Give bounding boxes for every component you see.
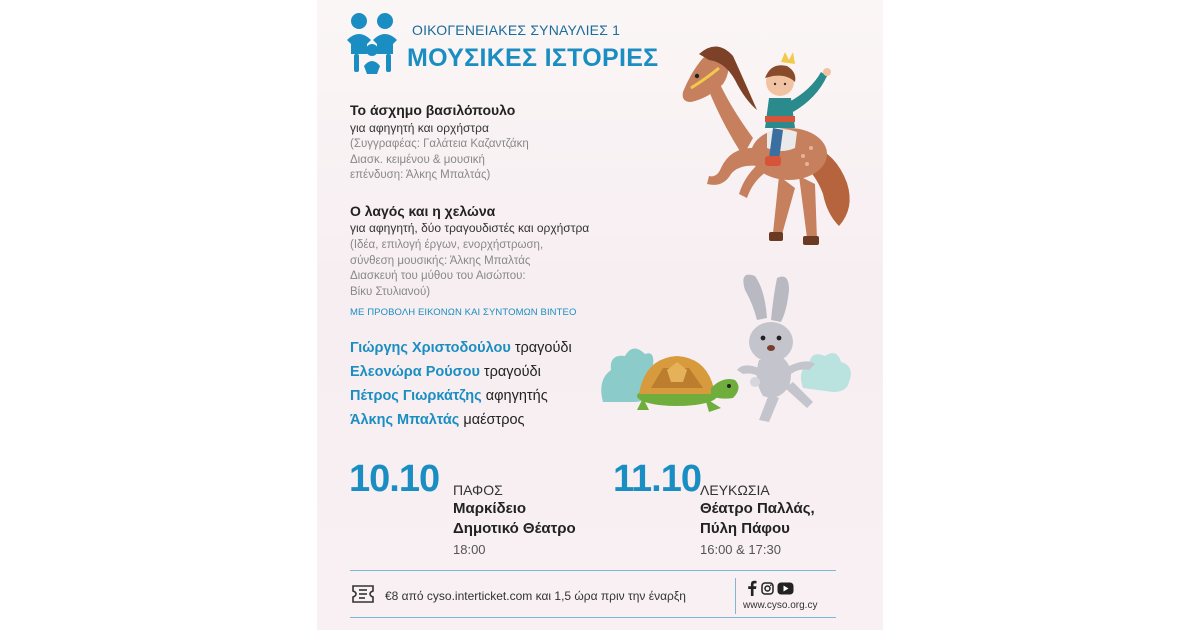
performer-role: τραγούδι xyxy=(514,340,572,356)
poster-title: ΜΟΥΣΙΚΕΣ ΙΣΤΟΡΙΕΣ xyxy=(407,44,659,72)
ticket-icon xyxy=(349,582,377,606)
credit-line: (Ιδέα, επιλογή έργων, ενορχήστρωση, xyxy=(350,239,544,251)
performer-role: τραγούδι xyxy=(483,364,541,380)
performer-row xyxy=(350,364,541,380)
performer-row xyxy=(350,412,525,428)
divider xyxy=(350,617,836,618)
date-1: 10.10 xyxy=(349,458,440,500)
instagram-icon[interactable] xyxy=(761,582,774,595)
credit-line: Διασκ. κειμένου & μουσική xyxy=(350,153,485,166)
concert-poster xyxy=(317,0,883,630)
city-1: ΠΑΦΟΣ xyxy=(453,482,503,498)
youtube-icon[interactable] xyxy=(777,582,794,595)
series-label: ΟΙΚΟΓΕΝΕΙΑΚΕΣ ΣΥΝΑΥΛΙΕΣ 1 xyxy=(412,22,621,38)
credit-line: (Συγγραφέας: Γαλάτεια Καζαντζάκη xyxy=(350,138,529,150)
projection-note: ΜΕ ΠΡΟΒΟΛΗ ΕΙΚΟΝΩΝ ΚΑΙ ΣΥΝΤΟΜΩΝ ΒΙΝΤΕΟ xyxy=(350,307,577,318)
venue-2 xyxy=(700,499,815,539)
performer-role: αφηγητής xyxy=(485,388,548,404)
divider xyxy=(350,570,836,571)
time-2: 16:00 & 17:30 xyxy=(700,542,781,557)
date-2: 11.10 xyxy=(613,458,701,500)
family-figures-icon xyxy=(345,8,401,78)
bush-right xyxy=(801,353,851,392)
time-1: 18:00 xyxy=(453,542,486,557)
work-subtitle-2: για αφηγητή, δύο τραγουδιστές και ορχήστρα xyxy=(350,221,590,235)
performer-name: Άλκης Μπαλτάς xyxy=(350,412,460,428)
tortoise-and-rabbit-illustration xyxy=(593,270,863,435)
website-link[interactable]: www.cyso.org.cy xyxy=(743,600,818,611)
prince-on-horse-illustration xyxy=(661,28,861,253)
rabbit xyxy=(737,275,815,422)
venue-line: Μαρκίδειο xyxy=(453,500,527,517)
credit-line: σύνθεση μουσικής: Άλκης Μπαλτάς xyxy=(350,254,531,267)
work-credits-2 xyxy=(350,238,543,300)
footer-separator xyxy=(735,578,736,614)
credit-line: Βίκυ Στυλιανού) xyxy=(350,285,431,298)
performer-name: Ελεονώρα Ρούσου xyxy=(350,364,480,380)
work-title-2: Ο λαγός και η χελώνα xyxy=(350,203,496,219)
performer-role: μαέστρος xyxy=(463,412,525,428)
credit-line: Διασκευή του μύθου του Αισώπου: xyxy=(350,270,526,282)
facebook-icon[interactable] xyxy=(747,580,757,596)
venue-line: Δημοτικό Θέατρο xyxy=(453,520,576,537)
venue-line: Πύλη Πάφου xyxy=(700,520,790,537)
performer-row xyxy=(350,340,572,356)
work-subtitle-1: για αφηγητή και ορχήστρα xyxy=(350,121,489,135)
work-title-1: Το άσχημο βασιλόπουλο xyxy=(350,102,516,118)
performer-name: Γιώργης Χριστοδούλου xyxy=(350,340,511,356)
performer-name: Πέτρος Γιωρκάτζης xyxy=(350,388,482,404)
credit-line: επένδυση: Άλκης Μπαλτάς) xyxy=(350,169,491,181)
ticket-info: €8 από cyso.interticket.com και 1,5 ώρα πριν την έναρξη xyxy=(385,589,686,603)
performer-row xyxy=(350,388,548,404)
work-credits-1 xyxy=(350,137,529,184)
city-2: ΛΕΥΚΩΣΙΑ xyxy=(700,482,770,498)
venue-line: Θέατρο Παλλάς, xyxy=(700,500,815,517)
venue-1 xyxy=(453,499,576,539)
